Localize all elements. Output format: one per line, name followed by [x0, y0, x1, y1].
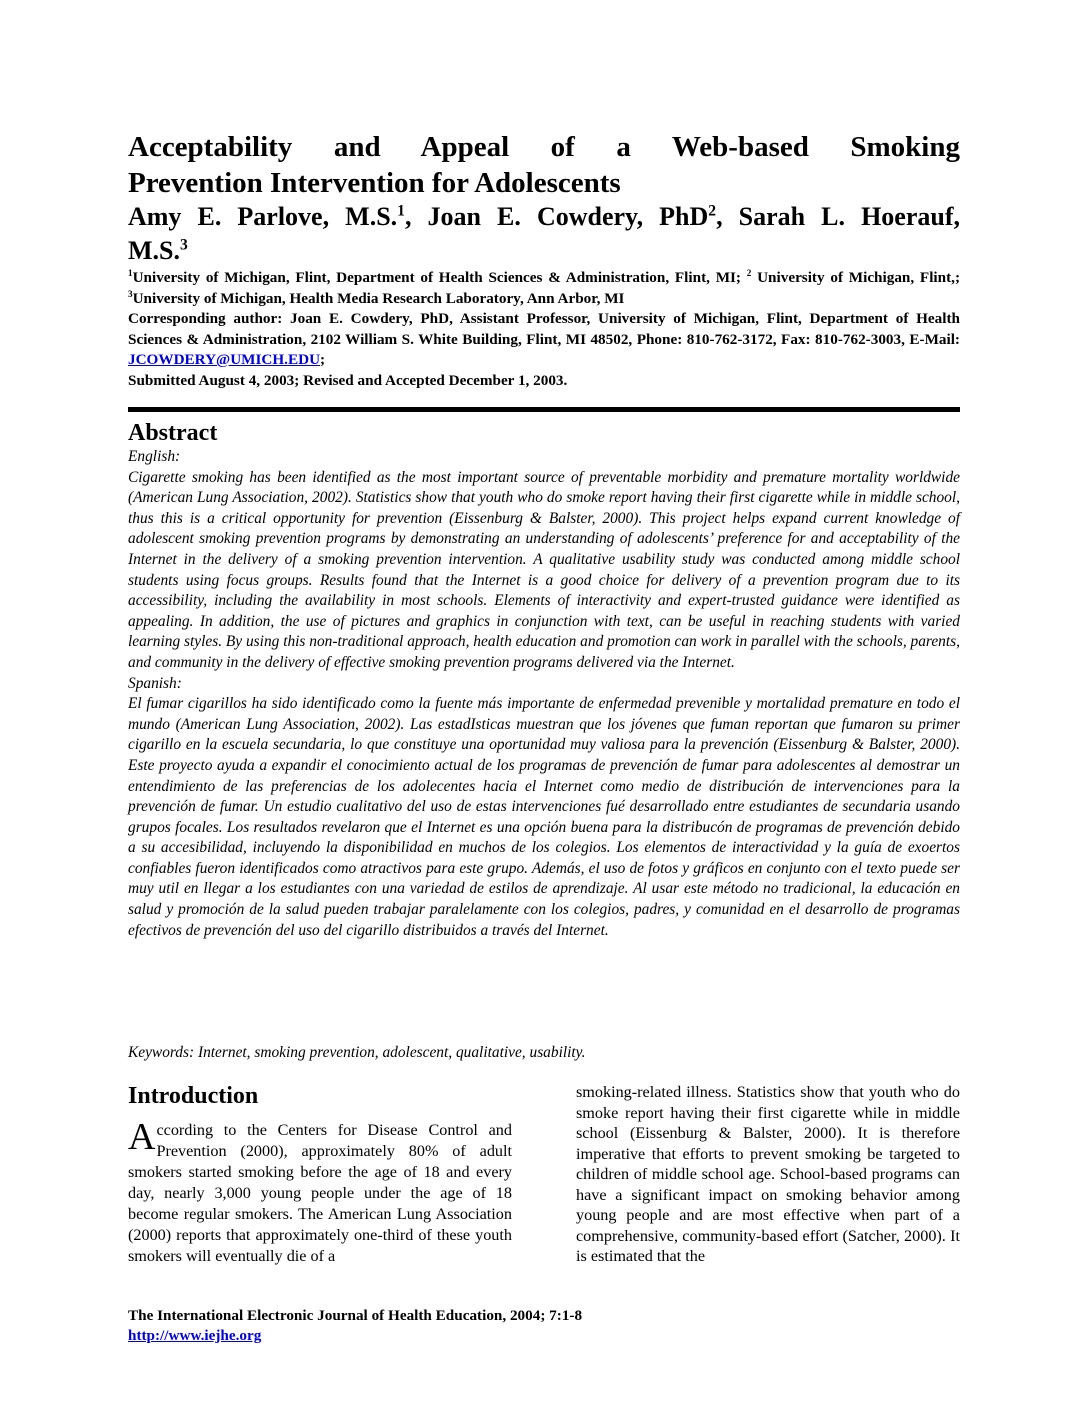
journal-url-link[interactable]: http://www.iejhe.org — [128, 1327, 262, 1344]
author-name: Amy E. Parlove, M.S. — [128, 202, 398, 231]
author-line-1 — [128, 200, 960, 234]
english-abstract: Cigarette smoking has been identified as the most important source of preventable morbidity and premature mortality worldwide (American Lung Association, 2002). Statistics show that youth who do smoke report having their first cigarette while in middle school, thus this is a critical opportunity for prevention (Eissenburg & Balster, 2000). This project helps expand current knowledge of adolescent smoking prevention programs by demonstrating an understanding of adolescents’ preference for and acceptability of the Internet in the delivery of a smoking prevention intervention. A qualitative usability study was conducted among middle school students using focus groups. Results found that the Internet is a good choice for delivery of a prevention program due to its accessibility, including the availability in most schools. Elements of interactivity and expert-trusted guidance were identified as appealing. In addition, the use of pictures and graphics in conjunction with text, can be useful in reaching students with varied learning styles. By using this non-traditional approach, health education and promotion can work in parallel with the schools, parents, and community in the delivery of effective smoking prevention programs delivered via the Internet. — [128, 468, 960, 671]
intro-text-right: smoking-related illness. Statistics show that youth who do smoke report having their first cigarette while in middle school (Eissenburg & Balster, 2000). It is therefore imperative that efforts to prevent smoking be targeted to children of middle school age. School-based programs can have a significant impact on smoking behavior among young people and are most effective when part of a comprehensive, community-based effort (Satcher, 2000). It is estimated that the — [576, 1083, 960, 1265]
affiliation-marker: 3 — [180, 236, 188, 254]
corresponding-text: Corresponding author: Joan E. Cowdery, PhD, Assistant Professor, University of Michigan, Flint, Department of Health Sciences & Administration, 2102 William S. White Building, Flint, MI 48502, Phone: 810-762-3172, Fax: 810-762-3003, E-Mail: — [128, 310, 960, 348]
author-name: , Sarah L. Hoerauf, — [716, 202, 960, 231]
intro-column-left — [128, 1116, 512, 1267]
submission-dates: Submitted August 4, 2003; Revised and Accepted December 1, 2003. — [128, 371, 568, 389]
email-suffix: ; — [320, 351, 326, 368]
email-link[interactable]: JCOWDERY@UMICH.EDU — [128, 351, 321, 368]
abstract-body — [128, 447, 960, 941]
journal-citation: The International Electronic Journal of Health Education, 2004; 7:1-8 — [128, 1307, 583, 1324]
affiliation-marker: 2 — [746, 267, 752, 278]
header-divider — [128, 407, 960, 412]
affiliation-text: University of Michigan, Flint, Department of Health Sciences & Administration, Flint, MI; — [132, 269, 747, 286]
english-label: English: — [128, 448, 181, 465]
author-line-2 — [128, 236, 188, 265]
intro-text-left: ccording to the Centers for Disease Control and Prevention (2000), approximately 80% of adult smokers started smoking before the age of 18 and every day, nearly 3,000 young people under the age of 18 become regular smokers. The American Lung Association (2000) reports that approximately one-third of these youth smokers will eventually die of a — [128, 1121, 512, 1265]
spanish-label: Spanish: — [128, 674, 182, 692]
affiliations-block — [128, 268, 960, 391]
abstract-heading: Abstract — [128, 420, 218, 446]
affiliation-lines — [128, 268, 960, 309]
title-line-2: Prevention Intervention for Adolescents — [128, 167, 621, 199]
affiliation-marker: 1 — [397, 202, 405, 220]
affiliation-marker: 1 — [128, 267, 133, 278]
page-footer — [128, 1306, 960, 1346]
drop-cap: A — [128, 1116, 156, 1158]
keywords: Keywords: Internet, smoking prevention, adolescent, qualitative, usability. — [128, 1044, 586, 1061]
affiliation-marker: 3 — [128, 288, 133, 299]
intro-paragraph — [128, 1116, 512, 1267]
author-name: , Joan E. Cowdery, PhD — [404, 202, 709, 231]
introduction-heading: Introduction — [128, 1083, 259, 1109]
title-line-1: Acceptability and Appeal of a Web-based Smoking — [128, 131, 960, 163]
paper-title — [128, 129, 960, 201]
spanish-abstract: El fumar cigarillos ha sido identificado como la fuente más importante de enfermedad prevenible y mortalidad premature en todo el mundo (American Lung Association, 2002). Las estadIsticas muestran que los jóvenes que fuman reportan que fumaron su primer cigarillo en la escuela secundaria, lo que constituye una oportunidad muy valiosa para la prevención (Eissenburg & Balster, 2000). Este proyecto ayuda a expandir el conocimiento actual de los programas de prevención de fumar para adolescentes al demostrar un entendimiento de las preferencias de los adolecentes hacia el Internet como medio de distribución de intervenciones para la prevención de fumar. Un estudio cualitativo del uso de estas intervenciones fué desarrollado entre estudiantes de secundaria usando grupos focales. Los resultados revelaron que el Internet es una opción buena para la distribucón de programas de prevención debido a su accesibilidad, incluyendo la disponibilidad en muchos de los colegios. Los elementos de interactividad y la guía de exoertos confiables fueron identificados como atractivos para este grupo. Además, el uso de fotos y gráficos en conjunto con el texto puede ser muy util en llegar a los estudiantes con una variedad de estilos de aprendizaje. Al usar este método no tradicional, la educación en salud y promoción de la salud pueden trabajar paralelamente con los colegios, padres, y comunidad en el desarrollo de programas efectivos de prevención del uso del cigarillo distribuidos a través del Internet. — [128, 695, 960, 939]
author-list — [128, 200, 960, 268]
corresponding-author — [128, 309, 960, 371]
affiliation-text: University of Michigan, Flint,; — [751, 269, 960, 286]
intro-column-right — [576, 1082, 960, 1267]
author-degree: M.S. — [128, 236, 180, 265]
affiliation-marker: 2 — [708, 202, 717, 220]
affiliation-text: University of Michigan, Health Media Research Laboratory, Ann Arbor, MI — [132, 289, 625, 307]
